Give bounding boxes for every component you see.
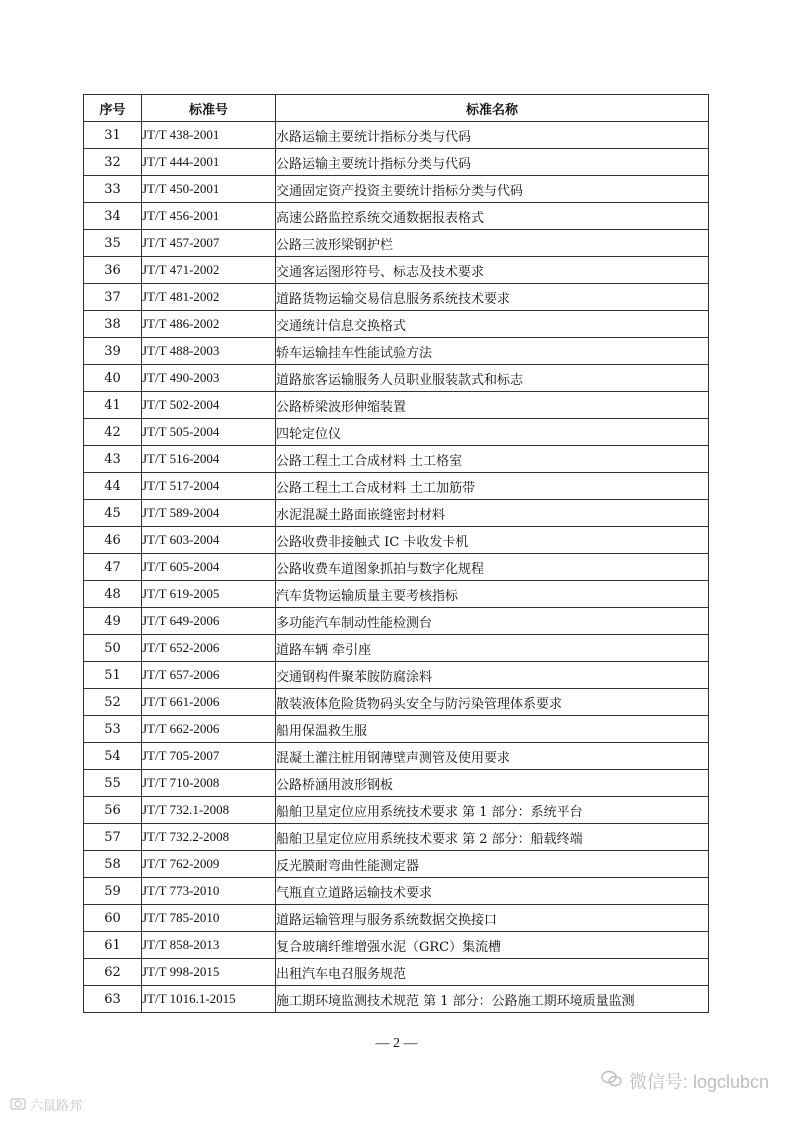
cell-serial: 59 [84,878,142,905]
cell-standard-code: JT/T 705-2007 [142,743,276,770]
table-body [84,122,709,1013]
table-row [84,176,709,203]
cell-standard-code: JT/T 438-2001 [142,122,276,149]
cell-standard-code: JT/T 1016.1-2015 [142,986,276,1013]
cell-standard-name: 交通固定资产投资主要统计指标分类与代码 [276,176,709,203]
table-row [84,257,709,284]
cell-serial: 61 [84,932,142,959]
table-row [84,392,709,419]
cell-serial: 39 [84,338,142,365]
cell-standard-code: JT/T 502-2004 [142,392,276,419]
cell-serial: 35 [84,230,142,257]
table-row [84,338,709,365]
cell-standard-name: 公路工程土工合成材料 土工加筋带 [276,473,709,500]
cell-standard-name: 船舶卫星定位应用系统技术要求 第 1 部分：系统平台 [276,797,709,824]
table-row [84,716,709,743]
header-code: 标准号 [142,95,276,122]
cell-serial: 55 [84,770,142,797]
cell-standard-code: JT/T 516-2004 [142,446,276,473]
cell-standard-name: 公路三波形梁钢护栏 [276,230,709,257]
table-row [84,608,709,635]
table-row [84,635,709,662]
cell-serial: 38 [84,311,142,338]
cell-standard-name: 气瓶直立道路运输技术要求 [276,878,709,905]
cell-standard-code: JT/T 785-2010 [142,905,276,932]
cell-serial: 46 [84,527,142,554]
cell-standard-name: 道路车辆 牵引座 [276,635,709,662]
wechat-id-text: 微信号: logclubcn [628,1072,769,1092]
table-row [84,905,709,932]
cell-standard-name: 轿车运输挂车性能试验方法 [276,338,709,365]
cell-standard-code: JT/T 652-2006 [142,635,276,662]
table-row [84,230,709,257]
cell-standard-name: 道路运输管理与服务系统数据交换接口 [276,905,709,932]
cell-standard-name: 混凝土灌注桩用钢薄壁声测管及使用要求 [276,743,709,770]
cell-serial: 31 [84,122,142,149]
table-row [84,500,709,527]
cell-serial: 56 [84,797,142,824]
cell-serial: 50 [84,635,142,662]
cell-serial: 37 [84,284,142,311]
table-row [84,311,709,338]
table-row [84,284,709,311]
table-row [84,689,709,716]
cell-serial: 58 [84,851,142,878]
cell-serial: 42 [84,419,142,446]
table-row [84,581,709,608]
cell-standard-name: 交通钢构件聚苯胺防腐涂料 [276,662,709,689]
table-row [84,986,709,1013]
cell-standard-code: JT/T 505-2004 [142,419,276,446]
cell-standard-name: 船舶卫星定位应用系统技术要求 第 2 部分：船载终端 [276,824,709,851]
cell-standard-name: 多功能汽车制动性能检测台 [276,608,709,635]
table-row [84,662,709,689]
cell-standard-code: JT/T 732.2-2008 [142,824,276,851]
cell-standard-name: 交通客运图形符号、标志及技术要求 [276,257,709,284]
cell-standard-code: JT/T 657-2006 [142,662,276,689]
cell-serial: 47 [84,554,142,581]
cell-serial: 62 [84,959,142,986]
cell-standard-code: JT/T 662-2006 [142,716,276,743]
cell-standard-code: JT/T 732.1-2008 [142,797,276,824]
cell-standard-name: 交通统计信息交换格式 [276,311,709,338]
table-row [84,743,709,770]
wechat-icon [601,1070,623,1093]
cell-standard-code: JT/T 661-2006 [142,689,276,716]
cell-standard-code: JT/T 471-2002 [142,257,276,284]
cell-standard-code: JT/T 619-2005 [142,581,276,608]
cell-standard-code: JT/T 517-2004 [142,473,276,500]
table-row [84,122,709,149]
cell-standard-name: 水路运输主要统计指标分类与代码 [276,122,709,149]
cell-serial: 51 [84,662,142,689]
cell-standard-code: JT/T 773-2010 [142,878,276,905]
cell-serial: 44 [84,473,142,500]
cell-serial: 32 [84,149,142,176]
cell-standard-code: JT/T 998-2015 [142,959,276,986]
cell-standard-code: JT/T 488-2003 [142,338,276,365]
cell-standard-name: 道路货物运输交易信息服务系统技术要求 [276,284,709,311]
cell-standard-name: 施工期环境监测技术规范 第 1 部分：公路施工期环境质量监测 [276,986,709,1013]
table-row [84,878,709,905]
cell-serial: 57 [84,824,142,851]
cell-standard-code: JT/T 456-2001 [142,203,276,230]
cell-standard-name: 船用保温救生服 [276,716,709,743]
table-row [84,365,709,392]
cell-serial: 63 [84,986,142,1013]
cell-serial: 43 [84,446,142,473]
cell-standard-name: 复合玻璃纤维增强水泥（GRC）集流槽 [276,932,709,959]
cell-standard-code: JT/T 457-2007 [142,230,276,257]
cell-standard-code: JT/T 444-2001 [142,149,276,176]
table-row [84,527,709,554]
cell-standard-name: 散装液体危险货物码头安全与防污染管理体系要求 [276,689,709,716]
cell-standard-code: JT/T 603-2004 [142,527,276,554]
cell-serial: 34 [84,203,142,230]
table-header-row [84,95,709,122]
cell-serial: 53 [84,716,142,743]
cell-serial: 45 [84,500,142,527]
cell-serial: 49 [84,608,142,635]
cell-serial: 33 [84,176,142,203]
table-row [84,770,709,797]
standards-table [83,94,709,1013]
cell-standard-name: 公路收费非接触式 IC 卡收发卡机 [276,527,709,554]
header-serial: 序号 [84,95,142,122]
cell-standard-code: JT/T 605-2004 [142,554,276,581]
cell-standard-code: JT/T 589-2004 [142,500,276,527]
cell-standard-name: 高速公路监控系统交通数据报表格式 [276,203,709,230]
table-row [84,554,709,581]
page-number: — 2 — [375,1036,418,1051]
cell-standard-name: 公路运输主要统计指标分类与代码 [276,149,709,176]
cell-serial: 40 [84,365,142,392]
cell-standard-name: 水泥混凝土路面嵌缝密封材料 [276,500,709,527]
table-row [84,932,709,959]
cell-standard-name: 公路桥涵用波形钢板 [276,770,709,797]
cell-standard-code: JT/T 486-2002 [142,311,276,338]
cell-standard-code: JT/T 450-2001 [142,176,276,203]
cell-standard-code: JT/T 762-2009 [142,851,276,878]
source-watermark [10,1095,82,1114]
cell-standard-code: JT/T 710-2008 [142,770,276,797]
cell-standard-name: 出租汽车电召服务规范 [276,959,709,986]
table-row [84,797,709,824]
table-row [84,446,709,473]
cell-standard-name: 公路收费车道图象抓拍与数字化规程 [276,554,709,581]
wechat-watermark [601,1068,769,1094]
cell-standard-name: 公路工程土工合成材料 土工格室 [276,446,709,473]
cell-serial: 54 [84,743,142,770]
cell-standard-name: 汽车货物运输质量主要考核指标 [276,581,709,608]
cell-serial: 41 [84,392,142,419]
header-name: 标准名称 [276,95,709,122]
cell-serial: 48 [84,581,142,608]
cell-standard-name: 公路桥梁波形伸缩装置 [276,392,709,419]
cell-standard-code: JT/T 858-2013 [142,932,276,959]
cell-serial: 60 [84,905,142,932]
table-row [84,959,709,986]
cell-standard-name: 道路旅客运输服务人员职业服装款式和标志 [276,365,709,392]
cell-standard-code: JT/T 481-2002 [142,284,276,311]
source-watermark-text: 六鼠路邦 [30,1098,83,1113]
table-row [84,824,709,851]
table-row [84,203,709,230]
table-row [84,473,709,500]
table-row [84,419,709,446]
cell-standard-name: 反光膜耐弯曲性能测定器 [276,851,709,878]
table-row [84,149,709,176]
cell-standard-code: JT/T 490-2003 [142,365,276,392]
cell-standard-code: JT/T 649-2006 [142,608,276,635]
table-row [84,851,709,878]
cell-serial: 36 [84,257,142,284]
cell-serial: 52 [84,689,142,716]
camera-icon [10,1096,26,1113]
cell-standard-name: 四轮定位仪 [276,419,709,446]
